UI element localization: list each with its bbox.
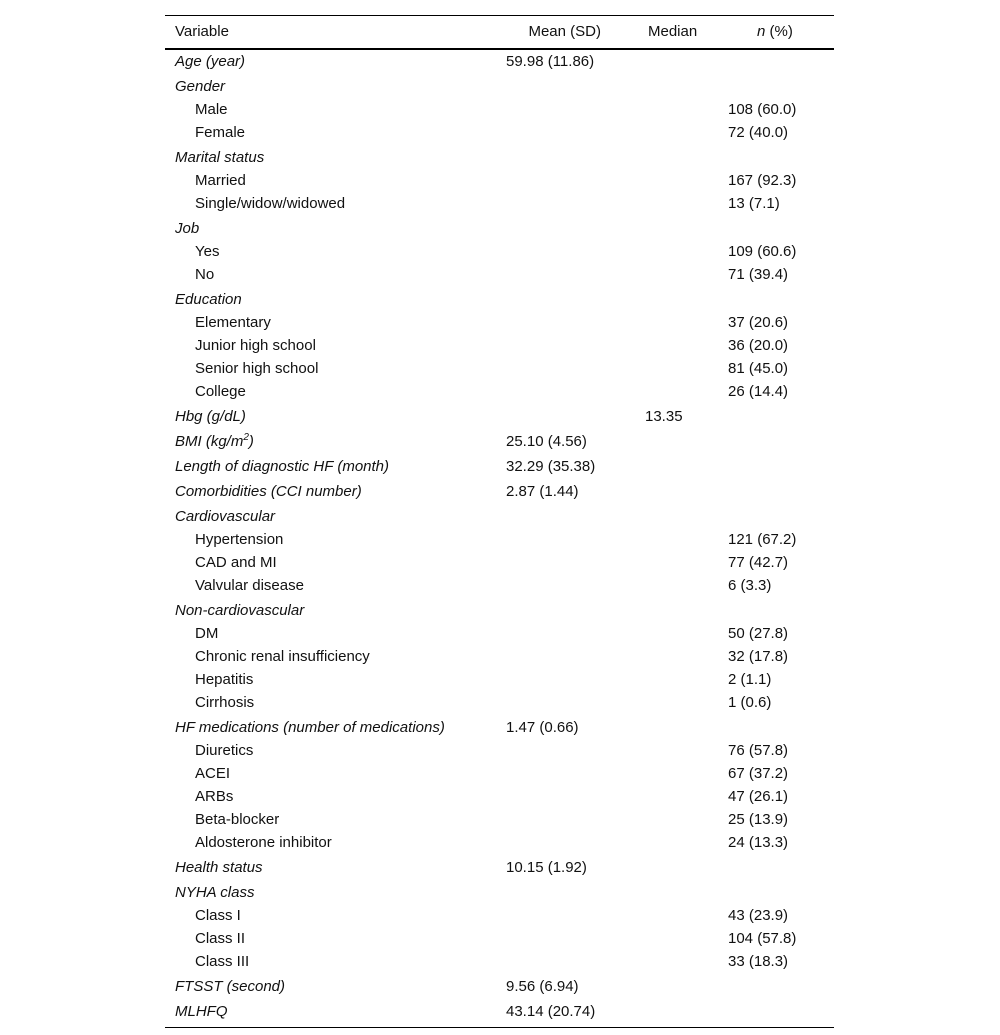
table-body xyxy=(165,50,834,1023)
header-n-symbol: n xyxy=(757,23,766,40)
row-variable-label: MLHFQ xyxy=(175,1003,228,1020)
row-variable-label: Yes xyxy=(195,243,220,260)
header-n-suffix: (%) xyxy=(765,23,793,40)
row-n-percent: 47 (26.1) xyxy=(728,788,789,805)
table-row xyxy=(165,904,834,927)
table-row xyxy=(165,75,834,98)
row-n-percent: 72 (40.0) xyxy=(728,124,789,141)
row-variable-label: Length of diagnostic HF (month) xyxy=(175,458,390,475)
row-variable xyxy=(195,551,277,574)
table-row xyxy=(165,645,834,668)
row-variable xyxy=(195,904,241,927)
row-variable xyxy=(195,691,254,714)
row-variable xyxy=(175,217,199,240)
row-variable-label: Hbg (g/dL) xyxy=(175,408,246,425)
row-n-percent: 167 (92.3) xyxy=(728,172,797,189)
row-variable-label: Senior high school xyxy=(195,360,319,377)
row-mean-sd: 2.87 (1.44) xyxy=(506,483,579,500)
table-row xyxy=(165,263,834,286)
row-mean-sd: 10.15 (1.92) xyxy=(506,859,587,876)
row-variable-label: Male xyxy=(195,101,228,118)
table-row xyxy=(165,599,834,622)
row-variable-label: NYHA class xyxy=(175,884,255,901)
row-variable xyxy=(175,75,225,98)
header-variable: Variable xyxy=(175,23,229,40)
table-row xyxy=(165,98,834,121)
row-n-percent: 109 (60.6) xyxy=(728,243,797,260)
row-n-percent: 50 (27.8) xyxy=(728,625,789,642)
row-variable xyxy=(195,645,370,668)
table-row xyxy=(165,50,834,73)
row-median: 13.35 xyxy=(645,408,683,425)
row-variable xyxy=(195,808,279,831)
row-n-percent: 25 (13.9) xyxy=(728,811,789,828)
row-variable-label: Class II xyxy=(195,930,246,947)
row-variable xyxy=(175,146,264,169)
row-variable-label: Valvular disease xyxy=(195,577,304,594)
row-variable xyxy=(175,455,389,478)
row-mean-sd: 32.29 (35.38) xyxy=(506,458,596,475)
row-variable-label: Health status xyxy=(175,859,263,876)
row-variable-label: Diuretics xyxy=(195,742,254,759)
row-variable-label: Beta-blocker xyxy=(195,811,280,828)
table-row xyxy=(165,334,834,357)
table-row xyxy=(165,288,834,311)
table-row xyxy=(165,927,834,950)
row-variable-label: FTSST (second) xyxy=(175,978,286,995)
row-variable xyxy=(195,311,271,334)
row-variable xyxy=(175,881,254,904)
row-n-percent: 33 (18.3) xyxy=(728,953,789,970)
row-n-percent: 121 (67.2) xyxy=(728,531,797,548)
row-variable-label: Aldosterone inhibitor xyxy=(195,834,332,851)
row-variable xyxy=(195,528,283,551)
row-variable xyxy=(175,975,285,998)
table-row xyxy=(165,505,834,528)
row-variable-label: Age (year) xyxy=(175,53,246,70)
table-row xyxy=(165,574,834,597)
row-variable xyxy=(195,334,316,357)
row-mean-sd: 43.14 (20.74) xyxy=(506,1003,596,1020)
row-variable-label: Hypertension xyxy=(195,531,284,548)
row-n-percent: 26 (14.4) xyxy=(728,383,789,400)
row-n-percent: 36 (20.0) xyxy=(728,337,789,354)
row-variable-label: Married xyxy=(195,172,246,189)
table-row xyxy=(165,146,834,169)
row-n-percent: 32 (17.8) xyxy=(728,648,789,665)
row-variable xyxy=(195,98,228,121)
table-row xyxy=(165,480,834,503)
row-variable xyxy=(195,192,345,215)
row-variable-label: Single/widow/widowed xyxy=(195,195,346,212)
header-median: Median xyxy=(648,23,698,40)
row-variable-label: Marital status xyxy=(175,149,265,166)
row-n-percent: 24 (13.3) xyxy=(728,834,789,851)
header-mean-sd: Mean (SD) xyxy=(528,23,601,40)
row-variable-label: Elementary xyxy=(195,314,271,331)
row-variable-label: CAD and MI xyxy=(195,554,277,571)
row-variable xyxy=(175,480,362,503)
row-variable xyxy=(175,505,275,528)
row-variable-label: HF medications (number of medications) xyxy=(175,719,445,736)
row-variable xyxy=(175,856,263,879)
table-bottom-rule xyxy=(165,1027,834,1028)
table-row xyxy=(165,169,834,192)
row-variable-superscript: 2 xyxy=(243,432,249,443)
row-variable xyxy=(195,785,233,808)
row-variable-label: Education xyxy=(175,291,242,308)
row-n-percent: 6 (3.3) xyxy=(728,577,772,594)
table-row xyxy=(165,430,834,453)
row-variable xyxy=(195,240,219,263)
row-variable-label: No xyxy=(195,266,215,283)
row-variable-label: BMI (kg/m xyxy=(175,433,244,450)
row-variable xyxy=(175,288,242,311)
table-row xyxy=(165,455,834,478)
row-variable-label: DM xyxy=(195,625,219,642)
row-n-percent: 77 (42.7) xyxy=(728,554,789,571)
row-variable-label: College xyxy=(195,383,246,400)
table-row xyxy=(165,808,834,831)
row-variable xyxy=(175,599,304,622)
table-row xyxy=(165,121,834,144)
row-variable xyxy=(195,739,253,762)
row-variable xyxy=(195,950,249,973)
table-row xyxy=(165,975,834,998)
row-variable xyxy=(195,263,214,286)
row-variable xyxy=(195,927,245,950)
row-n-percent: 71 (39.4) xyxy=(728,266,789,283)
row-variable-label: Non-cardiovascular xyxy=(175,602,305,619)
row-variable-label: Gender xyxy=(175,78,226,95)
table-row xyxy=(165,311,834,334)
row-variable-label: Comorbidities (CCI number) xyxy=(175,483,362,500)
row-mean-sd: 59.98 (11.86) xyxy=(506,53,595,70)
row-n-percent: 104 (57.8) xyxy=(728,930,797,947)
table-row xyxy=(165,357,834,380)
row-variable xyxy=(175,716,445,739)
row-variable-label: Female xyxy=(195,124,246,141)
row-n-percent: 81 (45.0) xyxy=(728,360,789,377)
table-row xyxy=(165,785,834,808)
row-n-percent: 2 (1.1) xyxy=(728,671,772,688)
table-row xyxy=(165,950,834,973)
table-row xyxy=(165,622,834,645)
header-n-percent xyxy=(757,24,793,40)
row-n-percent: 43 (23.9) xyxy=(728,907,789,924)
row-variable-label: Cirrhosis xyxy=(195,694,255,711)
row-n-percent: 108 (60.0) xyxy=(728,101,797,118)
row-variable xyxy=(195,357,318,380)
row-variable xyxy=(195,169,246,192)
row-variable xyxy=(175,50,245,73)
row-variable xyxy=(195,121,245,144)
table-row xyxy=(165,405,834,428)
row-variable xyxy=(195,831,332,854)
row-mean-sd: 25.10 (4.56) xyxy=(506,433,587,450)
table-row xyxy=(165,551,834,574)
row-variable xyxy=(195,574,304,597)
row-variable-label: Class III xyxy=(195,953,250,970)
table-row xyxy=(165,192,834,215)
row-variable-label: Junior high school xyxy=(195,337,316,354)
characteristics-table xyxy=(165,15,834,1023)
row-n-percent: 13 (7.1) xyxy=(728,195,780,212)
row-variable xyxy=(175,405,246,428)
row-variable-label-suffix: ) xyxy=(248,433,254,450)
row-n-percent: 76 (57.8) xyxy=(728,742,789,759)
row-variable-label: Class I xyxy=(195,907,241,924)
table-row xyxy=(165,739,834,762)
row-variable-label: Chronic renal insufficiency xyxy=(195,648,370,665)
table-row xyxy=(165,380,834,403)
table-row xyxy=(165,668,834,691)
row-variable-label: Hepatitis xyxy=(195,671,254,688)
row-variable xyxy=(195,668,253,691)
row-variable xyxy=(195,762,230,785)
table-row xyxy=(165,716,834,739)
row-variable xyxy=(195,622,218,645)
table-row xyxy=(165,762,834,785)
table-header xyxy=(165,15,834,50)
table-row xyxy=(165,240,834,263)
row-n-percent: 67 (37.2) xyxy=(728,765,789,782)
row-n-percent: 1 (0.6) xyxy=(728,694,772,711)
table-row xyxy=(165,217,834,240)
table-row xyxy=(165,831,834,854)
row-variable-label: Cardiovascular xyxy=(175,508,276,525)
row-variable xyxy=(195,380,246,403)
table-row xyxy=(165,881,834,904)
table-row xyxy=(165,856,834,879)
table-row xyxy=(165,528,834,551)
table-row xyxy=(165,1000,834,1023)
row-mean-sd: 1.47 (0.66) xyxy=(506,719,579,736)
row-variable xyxy=(175,1000,228,1023)
row-variable xyxy=(175,430,254,453)
row-mean-sd: 9.56 (6.94) xyxy=(506,978,579,995)
row-variable-label: ARBs xyxy=(195,788,234,805)
row-variable-label: ACEI xyxy=(195,765,231,782)
row-n-percent: 37 (20.6) xyxy=(728,314,789,331)
row-variable-label: Job xyxy=(175,220,200,237)
table-row xyxy=(165,691,834,714)
